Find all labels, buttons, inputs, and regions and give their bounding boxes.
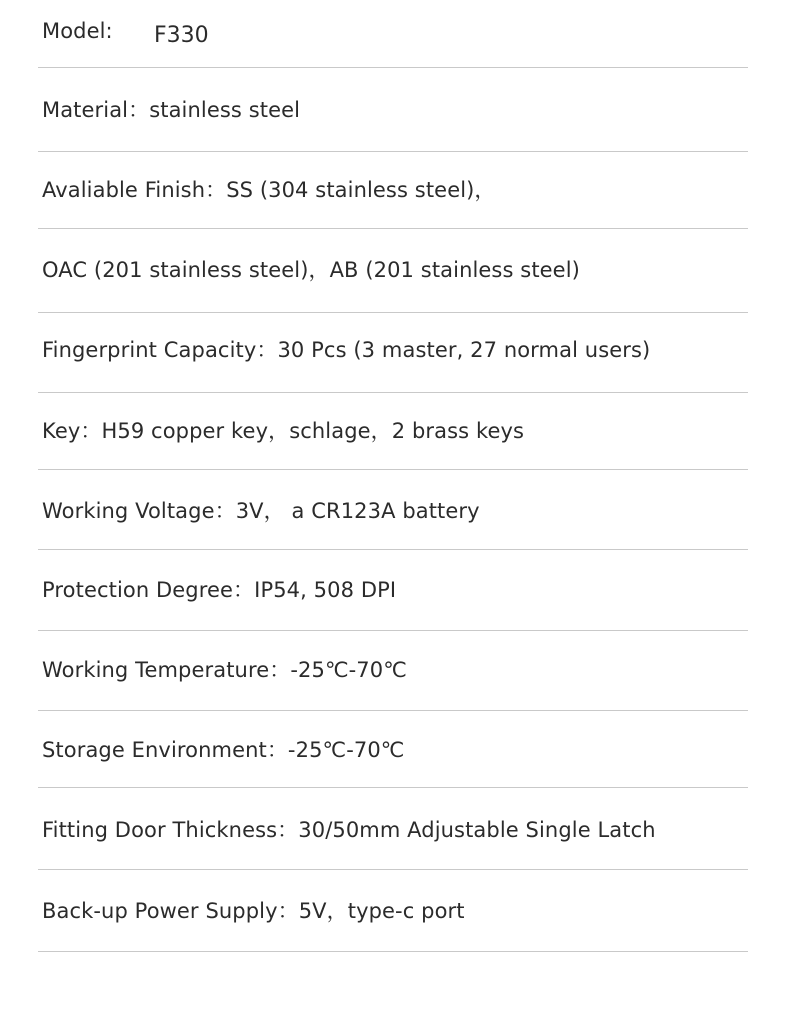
spec-row-key — [38, 393, 748, 470]
spec-row-door-thickness — [38, 788, 748, 870]
model-label: Model: — [42, 19, 113, 43]
spec-text: Protection Degree：IP54, 508 DPI — [42, 578, 397, 602]
spec-text: Material：stainless steel — [42, 98, 301, 122]
spec-text: Working Temperature：-25℃-70℃ — [42, 658, 407, 682]
spec-row-fingerprint-capacity — [38, 313, 748, 393]
spec-text: Avaliable Finish：SS (304 stainless steel)， — [42, 178, 496, 202]
spec-row-protection-degree — [38, 550, 748, 631]
spec-text: Key：H59 copper key，schlage，2 brass keys — [42, 419, 525, 443]
spec-list — [38, 0, 748, 952]
spec-text: Storage Environment：-25℃-70℃ — [42, 738, 405, 762]
spec-text: Fitting Door Thickness：30/50mm Adjustable Single Latch — [42, 818, 656, 842]
spec-row-working-voltage — [38, 470, 748, 550]
spec-row-finish-continued — [38, 229, 748, 313]
spec-row-model — [38, 0, 748, 68]
model-value: F330 — [154, 23, 209, 48]
spec-text: Fingerprint Capacity：30 Pcs (3 master, 27 normal users) — [42, 338, 651, 362]
spec-row-working-temperature — [38, 631, 748, 711]
spec-text: Back-up Power Supply：5V，type-c port — [42, 899, 465, 923]
spec-row-finish — [38, 152, 748, 229]
spec-text: Working Voltage：3V， a CR123A battery — [42, 499, 480, 523]
spec-row-material — [38, 68, 748, 152]
spec-text: OAC (201 stainless steel)，AB (201 stainless steel) — [42, 258, 580, 282]
spec-row-backup-power — [38, 870, 748, 952]
spec-row-storage-environment — [38, 711, 748, 788]
